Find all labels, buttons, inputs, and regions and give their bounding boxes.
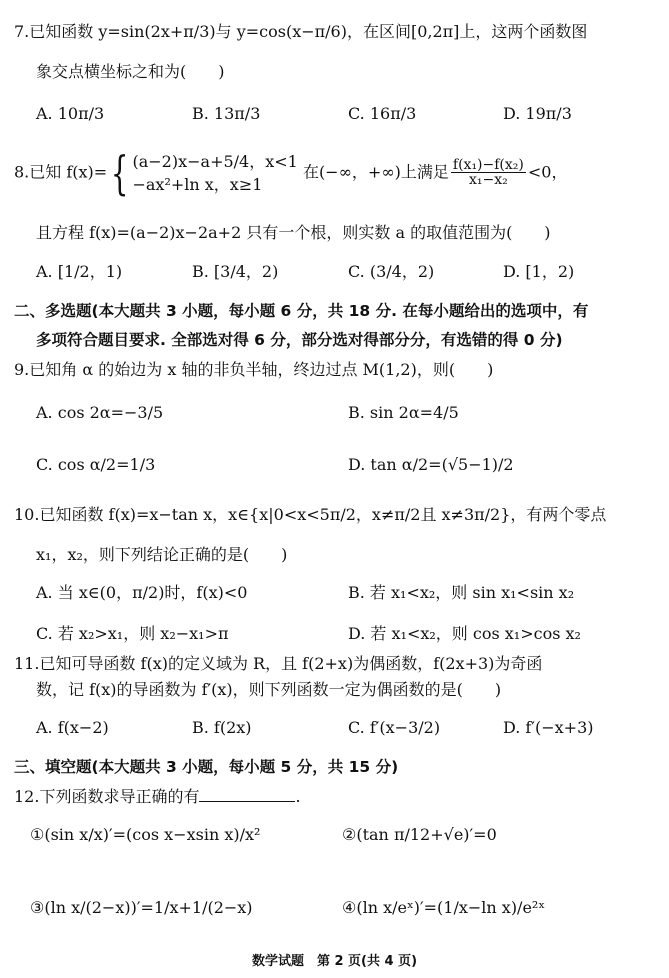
q11-option-a: A. f(x−2) [36, 718, 109, 737]
left-brace-icon: { [111, 146, 129, 201]
q8-ineq-tail: <0， [527, 162, 568, 182]
q7-line2: 象交点横坐标之和为( ) [36, 62, 225, 81]
q12-item-1: ①(sin x/x)′=(cos x−xsin x)/x² [30, 825, 261, 844]
q9-option-c: C. cos α/2=1/3 [36, 455, 156, 474]
q8-ineq-den: x₁−x₂ [469, 172, 508, 189]
page-footer: 数学试题 第 2 页(共 4 页) [251, 954, 418, 969]
q10-line1: 10.已知函数 f(x)=x−tan x，x∈{x|0<x<5π/2，x≠π/2且 x≠3π/2}，有两个零点 [14, 505, 607, 524]
q8-option-d: D. [1，2) [503, 262, 575, 281]
q7-option-d: D. 19π/3 [503, 104, 572, 123]
q11-option-b: B. f(2x) [192, 718, 252, 737]
q7-option-b: B. 13π/3 [192, 104, 261, 123]
q12-stem-text: 12.下列函数求导正确的有 [14, 787, 200, 806]
q8-piecewise [132, 150, 297, 196]
q10-option-b: B. 若 x₁<x₂，则 sin x₁<sin x₂ [348, 583, 575, 602]
section2-line2: 多项符合题目要求. 全部选对得 6 分，部分选对得部分分，有选错的得 0 分) [36, 331, 563, 349]
q8-line2: 且方程 f(x)=(a−2)x−2a+2 只有一个根，则实数 a 的取值范围为( ) [36, 223, 551, 242]
q9-stem: 9.已知角 α 的始边为 x 轴的非负半轴，终边过点 M(1,2)，则( ) [14, 360, 494, 379]
q8-line1 [14, 146, 568, 201]
q9-option-d: D. tan α/2=(√5−1)/2 [348, 455, 514, 474]
q11-option-c: C. f′(x−3/2) [348, 718, 441, 737]
q10-option-a: A. 当 x∈(0，π/2)时，f(x)<0 [36, 583, 248, 602]
q11-line2: 数，记 f(x)的导函数为 f′(x)，则下列函数一定为偶函数的是( ) [36, 680, 502, 699]
q11-line1: 11.已知可导函数 f(x)的定义域为 R，且 f(2+x)为偶函数，f(2x+3)为奇函 [14, 654, 543, 673]
q12-item-4: ④(ln x/eˣ)′=(1/x−ln x)/e²ˣ [342, 898, 546, 917]
q10-option-c: C. 若 x₂>x₁，则 x₂−x₁>π [36, 624, 229, 643]
q9-option-a: A. cos 2α=−3/5 [36, 403, 164, 422]
q12-stem-end: . [295, 787, 301, 806]
q7-line1: 7.已知函数 y=sin(2x+π/3)与 y=cos(x−π/6)，在区间[0,2π]上，这两个函数图 [14, 22, 588, 41]
q7-option-a: A. 10π/3 [36, 104, 105, 123]
q8-option-c: C. (3/4，2) [348, 262, 435, 281]
q8-ineq-fraction [451, 158, 526, 189]
q8-option-b: B. [3/4，2) [192, 262, 279, 281]
q12-stem [14, 787, 301, 806]
q8-prefix: 8.已知 f(x)= [14, 162, 108, 182]
q10-option-d: D. 若 x₁<x₂，则 cos x₁>cos x₂ [348, 624, 581, 643]
q8-cond: 在(−∞，+∞)上满足 [302, 162, 449, 182]
q10-line2: x₁，x₂，则下列结论正确的是( ) [36, 545, 288, 564]
section2-line1: 二、多选题(本大题共 3 小题，每小题 6 分，共 18 分. 在每小题给出的选项中，有 [14, 302, 589, 320]
q12-item-3: ③(ln x/(2−x))′=1/x+1/(2−x) [30, 898, 253, 917]
q12-item-2: ②(tan π/12+√e)′=0 [342, 825, 497, 844]
q9-option-b: B. sin 2α=4/5 [348, 403, 459, 422]
q8-piece2: −ax²+ln x，x≥1 [132, 175, 263, 195]
q8-piece1: (a−2)x−a+5/4，x<1 [132, 152, 298, 171]
q8-ineq-num: f(x₁)−f(x₂) [452, 156, 524, 173]
q8-option-a: A. [1/2，1) [36, 262, 123, 281]
section3-line1: 三、填空题(本大题共 3 小题，每小题 5 分，共 15 分) [14, 758, 399, 776]
q11-option-d: D. f′(−x+3) [503, 718, 594, 737]
q7-option-c: C. 16π/3 [348, 104, 417, 123]
q12-answer-blank[interactable] [199, 787, 295, 802]
